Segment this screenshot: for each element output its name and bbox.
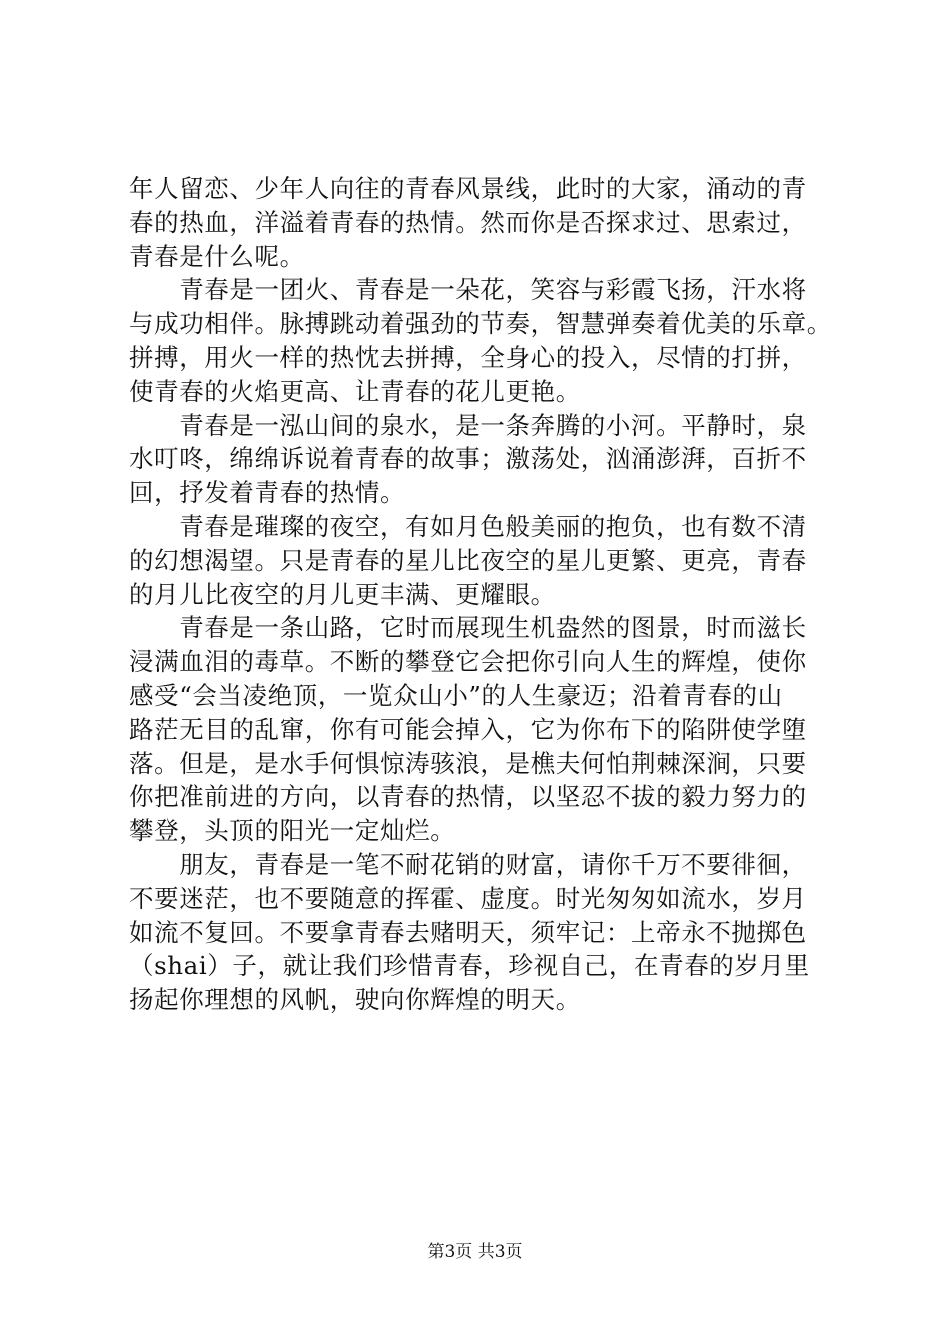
text-line: 路茫无目的乱窜，你有可能会掉入，它为你布下的陷阱使学堕 (129, 714, 807, 744)
text-line: 回，抒发着青春的热情。 (129, 478, 406, 508)
text-line: 青春是一条山路，它时而展现生机盎然的图景，时而滋长 (129, 613, 807, 643)
body-text (129, 172, 832, 1017)
text-line: 感受“会当凌绝顶，一览众山小”的人生豪迈；沿着青春的山 (129, 680, 783, 710)
text-line: 年人留恋、少年人向往的青春风景线，此时的大家，涌动的青 (129, 174, 807, 203)
text-line: 拼搏，用火一样的热忱去拼搏，全身心的投入，尽情的打拼， (129, 342, 807, 372)
text-line: 朋友，青春是一笔不耐花销的财富，请你千万不要徘徊， (129, 849, 807, 879)
text-line: 青春是一团火、青春是一朵花，笑容与彩霞飞扬，汗水将 (129, 275, 807, 305)
page-footer: 第3页 共3页 (427, 1242, 523, 1262)
text-line: 浸满血泪的毒草。不断的攀登它会把你引向人生的辉煌，使你 (129, 647, 807, 677)
text-line: 春的热血，洋溢着青春的热情。然而你是否探求过、思索过， (129, 207, 807, 237)
text-line: 你把准前进的方向，以青春的热情，以坚忍不拔的毅力努力的 (129, 782, 807, 812)
text-line: 落。但是，是水手何惧惊涛骇浪，是樵夫何怕荆棘深涧，只要 (129, 748, 807, 778)
text-line: 青春是一泓山间的泉水，是一条奔腾的小河。平静时，泉 (129, 410, 807, 440)
text-line: 扬起你理想的风帆，驶向你辉煌的明天。 (129, 985, 581, 1015)
text-line: 如流不复回。不要拿青春去赌明天，须牢记：上帝永不抛掷色 (129, 917, 807, 947)
text-line: 水叮咚，绵绵诉说着青春的故事；激荡处，汹涌澎湃，百折不 (129, 444, 807, 474)
text-line: 青春是什么呢。 (129, 241, 305, 271)
text-line: 不要迷茫，也不要随意的挥霍、虚度。时光匆匆如流水，岁月 (129, 883, 807, 913)
text-line: 与成功相伴。脉搏跳动着强劲的节奏，智慧弹奏着优美的乐章。 (129, 309, 832, 339)
text-line: 的月儿比夜空的月儿更丰满、更耀眼。 (129, 579, 556, 609)
text-line: （shai）子，就让我们珍惜青春，珍视自己，在青春的岁月里 (129, 951, 810, 981)
text-line: 的幻想渴望。只是青春的星儿比夜空的星儿更繁、更亮，青春 (129, 545, 807, 575)
text-line: 使青春的火焰更高、让青春的花儿更艳。 (129, 376, 581, 406)
text-line: 青春是璀璨的夜空，有如月色般美丽的抱负，也有数不清 (129, 511, 807, 541)
text-line: 攀登，头顶的阳光一定灿烂。 (129, 816, 456, 846)
